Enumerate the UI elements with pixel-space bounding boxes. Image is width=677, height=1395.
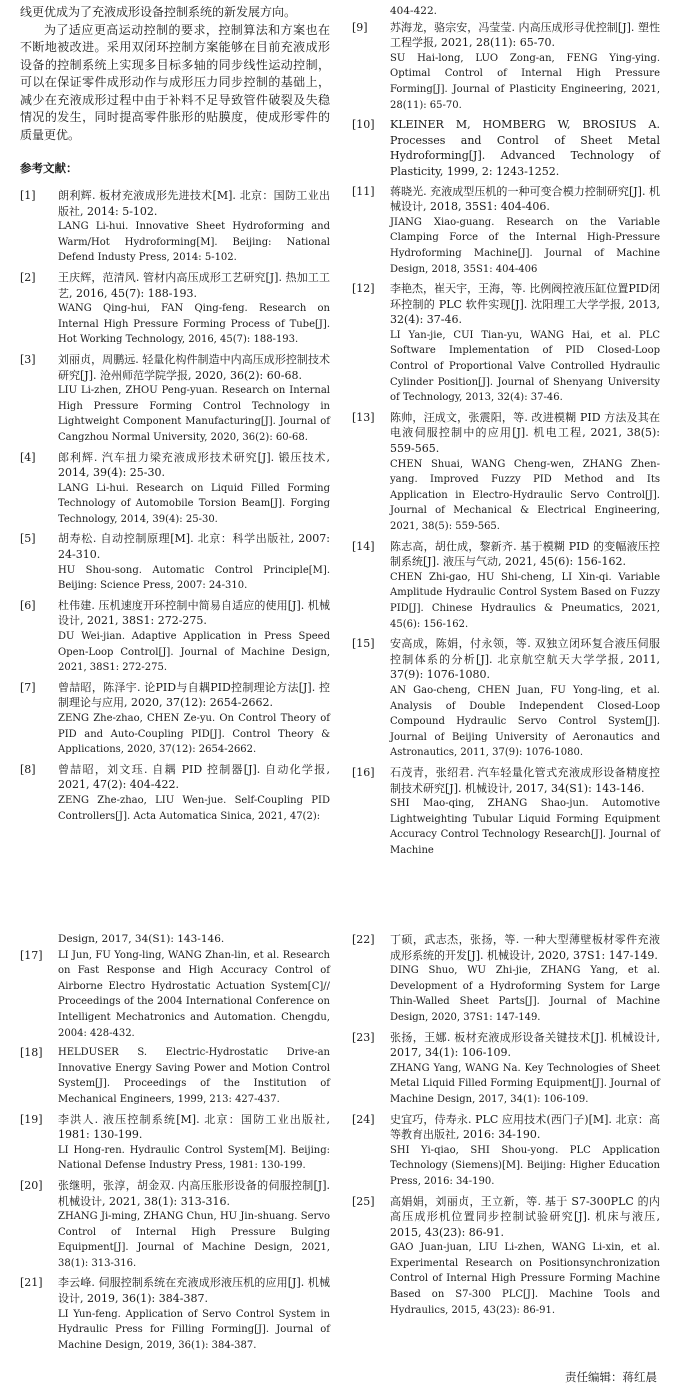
reference-text-cn: 安高成，陈娟，付永领，等. 双独立闭环复合液压伺服控制体系的分析[J]. 北京航空航天大学学报, 2011, 37(9): 1076-1080. bbox=[390, 637, 660, 682]
reference-text-cn: 杜伟建. 压机速度开环控制中简易自适应的使用[J]. 机械设计, 2021, 38S1: 272-275. bbox=[58, 598, 330, 628]
reference-item bbox=[20, 1045, 330, 1107]
column-top-left bbox=[20, 4, 330, 828]
reference-item bbox=[352, 184, 660, 278]
reference-text-en: SHI Yi-qiao, SHI Shou-yong. PLC Application Technology (Siemens)[M]. Beijing: Higher Education Press, 2016: 34-190. bbox=[390, 1144, 660, 1187]
reference-number: [15] bbox=[352, 637, 375, 651]
reference-item bbox=[20, 270, 330, 348]
reference-text-cn: 王庆辉，范清风. 管材内高压成形工艺研究[J]. 热加工工艺, 2016, 45(7): 188-193. bbox=[58, 270, 330, 300]
reference-item bbox=[20, 352, 330, 446]
reference-text-cn: 李云峰. 伺服控制系统在充液成形液压机的应用[J]. 机械设计, 2019, 36(1): 384-387. bbox=[58, 1276, 330, 1306]
reference-text-cn: 胡寿松. 自动控制原理[M]. 北京：科学出版社, 2007: 24-310. bbox=[58, 532, 330, 562]
reference-number: [14] bbox=[352, 539, 375, 553]
reference-text-en: LANG Li-hui. Research on Liquid Filled Forming Technology of Automobile Torsion Beam[J]. Forging Technology, 2014, 39(4): 25-30. bbox=[58, 482, 330, 525]
intro-line: 线更优成为了充液成形设备控制系统的新发展方向。 bbox=[20, 5, 297, 19]
reference-text-cn: 蒋晓光. 充液成型压机的一种可变合模力控制研究[J]. 机械设计, 2018, 35S1: 404-406. bbox=[390, 184, 660, 214]
reference-number: [18] bbox=[20, 1046, 43, 1060]
reference-text-cn: 李洪人. 液压控制系统[M]. 北京：国防工业出版社, 1981: 130-199. bbox=[58, 1112, 330, 1142]
reference-number: [3] bbox=[20, 352, 36, 366]
reference-text-en: LI Jun, FU Yong-ling, WANG Zhan-lin, et al. Research on Fast Response and High Accuracy Control of Airborne Electro Hydrostatic Actuation System[C]// Proceedings of the 2004 International Conference on Intelligent Mechatronics and Automation. Chengdu, 2004: 428-432. bbox=[58, 949, 330, 1039]
reference-text-en: DU Wei-jian. Adaptive Application in Press Speed Open-Loop Control[J]. Journal of Machine Design, 2021, 38S1: 272-275. bbox=[58, 631, 330, 674]
responsible-editor: 责任编辑：蒋红晨 bbox=[565, 1370, 657, 1384]
reference-number: [22] bbox=[352, 933, 375, 946]
reference-text-en: WANG Qing-hui, FAN Qing-feng. Research on Internal High Pressure Forming Process of Tube[J]. Hot Working Technology, 2016, 45(7): 188-193. bbox=[58, 303, 330, 346]
reference-text-en: LI Yun-feng. Application of Servo Control System in Hydraulic Press for Filling Forming[J]. Journal of Machine Design, 2019, 36(1): 384-387. bbox=[58, 1308, 330, 1351]
reference-number: [12] bbox=[352, 282, 375, 296]
reference-item bbox=[20, 680, 330, 758]
reference-text-cn: 苏海龙，骆宗安，冯莹莹. 内高压成形寻优控制[J]. 塑性工程学报, 2021, 28(11): 65-70. bbox=[390, 20, 660, 50]
reference-text-en: LI Yan-jie, CUI Tian-yu, WANG Hai, et al. PLC Software Implementation of PID Closed-Loop Control of Proportional Valve Controlled Hydraulic Cylinder Position[J]. Journal of Shenyang University of Technology, 2013, 32(4): 37-46. bbox=[390, 329, 660, 404]
reference-item bbox=[352, 539, 660, 633]
reference-text-cn: 史宜巧，侍寿永. PLC 应用技术(西门子)[M]. 北京：高等教育出版社, 2016: 34-190. bbox=[390, 1112, 660, 1142]
reference-text-en: ZENG Zhe-zhao, CHEN Ze-yu. On Control Theory of PID and Auto-Coupling PID[J]. Control Theory & Applications, 2020, 37(12): 2654-2662. bbox=[58, 713, 330, 756]
reference-number: [2] bbox=[20, 270, 36, 284]
reference-text-en: DING Shuo, WU Zhi-jie, ZHANG Yang, et al. Development of a Hydroforming System for Large Thin-Walled Sheet Parts[J]. Journal of Machine Design, 2020, 37S1: 147-149. bbox=[390, 965, 660, 1023]
reference-item bbox=[352, 765, 660, 859]
reference-text-en: LI Hong-ren. Hydraulic Control System[M]. Beijing: National Defense Industry Press, 1981: 130-199. bbox=[58, 1144, 330, 1172]
reference-item bbox=[20, 762, 330, 824]
reference-text-cn: 高娟娟，刘丽贞，王立新，等. 基于 S7-300PLC 的内高压成形机位置同步控制试验研究[J]. 机床与液压, 2015, 43(23): 86-91. bbox=[390, 1194, 660, 1239]
reference-item bbox=[20, 1112, 330, 1174]
reference-number: [8] bbox=[20, 762, 36, 776]
reference-item bbox=[20, 450, 330, 528]
reference-list bbox=[352, 932, 660, 1318]
reference-number: [6] bbox=[20, 598, 36, 612]
reference-text-en: GAO Juan-juan, LIU Li-zhen, WANG Li-xin, et al. Experimental Research on Positionsynchronization Control of Internal High Pressure Forming Machine Based on S7-300 PLC[J]. Machine Tools and Hydraulics, 2015, 43(23): 86-91. bbox=[390, 1242, 660, 1316]
reference-item bbox=[20, 1275, 330, 1353]
reference-number: [19] bbox=[20, 1112, 43, 1126]
reference-continuation: 404-422. bbox=[390, 5, 437, 17]
reference-number: [17] bbox=[20, 948, 43, 962]
reference-number: [10] bbox=[352, 118, 375, 132]
reference-text-cn: 李艳杰，崔天宇，王海，等. 比例阀控液压缸位置PID闭环控制的 PLC 软件实现[J]. 沈阳理工大学学报, 2013, 32(4): 37-46. bbox=[390, 282, 660, 327]
reference-item bbox=[20, 531, 330, 593]
reference-text-en: SHI Mao-qing, ZHANG Shao-jun. Automotive Lightweighting Tubular Liquid Forming Equipment Accuracy Control Technology Research[J]. Journal of Machine bbox=[390, 798, 660, 856]
reference-number: [1] bbox=[20, 189, 36, 202]
references-heading: 参考文献： bbox=[20, 161, 78, 175]
reference-number: [13] bbox=[352, 410, 375, 424]
reference-number: [4] bbox=[20, 450, 36, 464]
reference-number: [5] bbox=[20, 532, 36, 546]
reference-item bbox=[352, 1112, 660, 1190]
reference-text-en: JIANG Xiao-guang. Research on the Variable Clamping Force of the Internal High-Pressure Hydroforming Machine[J]. Journal of Machine Design, 2018, 35S1: 404-406 bbox=[390, 216, 660, 275]
reference-item bbox=[352, 410, 660, 535]
reference-continuation: Design, 2017, 34(S1): 143-146. bbox=[58, 933, 225, 945]
reference-text-cn: 丁硕，武志杰，张扬，等. 一种大型薄壁板材零件充液成形系统的开发[J]. 机械设计, 2020, 37S1: 147-149. bbox=[390, 933, 660, 962]
reference-text-en: CHEN Zhi-gao, HU Shi-cheng, LI Xin-qi. Variable Amplitude Hydraulic Control System Based on Fuzzy PID[J]. Chinese Hydraulics & Pneumatics, 2021, 45(6): 156-162. bbox=[390, 571, 660, 630]
reference-number: [11] bbox=[352, 184, 375, 198]
reference-text-cn: 曾喆昭，陈泽宇. 论PID与自耦PID控制理论方法[J]. 控制理论与应用, 2020, 37(12): 2654-2662. bbox=[58, 680, 330, 710]
reference-text-cn: 朗利辉. 板材充液成形先进技术[M]. 北京：国防工业出版社, 2014: 5-102. bbox=[58, 189, 330, 218]
reference-text-cn: 石茂青，张绍君. 汽车轻量化管式充液成形设备精度控制技术研究[J]. 机械设计, 2017, 34(S1): 143-146. bbox=[390, 765, 660, 795]
reference-item bbox=[20, 598, 330, 676]
reference-item bbox=[352, 117, 660, 179]
reference-number: [20] bbox=[20, 1178, 43, 1192]
reference-item bbox=[20, 948, 330, 1042]
reference-text-en: ZENG Zhe-zhao, LIU Wen-jue. Self-Coupling PID Controllers[J]. Acta Automatica Sinica, 2021, 47(2): bbox=[58, 794, 330, 822]
reference-text-en: LIU Li-zhen, ZHOU Peng-yuan. Research on Internal High Pressure Forming Control Technology in Lightweight Component Manufacturing[J]. Journal of Cangzhou Normal University, 2020, 36(2): 60-68. bbox=[58, 385, 330, 443]
reference-list bbox=[352, 20, 660, 859]
reference-number: [9] bbox=[352, 20, 368, 34]
reference-text-cn: 张继明，张淳，胡金双. 内高压胀形设备的伺服控制[J]. 机械设计, 2021, 38(1): 313-316. bbox=[58, 1178, 330, 1208]
reference-text-cn: KLEINER M, HOMBERG W, BROSIUS A. Processes and Control of Sheet Metal Hydroforming[J]. Advanced Technology of Plasticity, 1999, 2: 1243-1252. bbox=[390, 118, 660, 178]
reference-text-cn: 刘丽贞，周鹏远. 轻量化构件制造中内高压成形控制技术研究[J]. 沧州师范学院学报, 2020, 36(2): 60-68. bbox=[58, 352, 330, 382]
column-bottom-left bbox=[20, 932, 330, 1357]
reference-number: [25] bbox=[352, 1194, 375, 1208]
reference-number: [23] bbox=[352, 1030, 375, 1044]
reference-text-cn: 陈帅，汪成文，张震阳，等. 改进模糊 PID 方法及其在电液伺服控制中的应用[J]. 机电工程, 2021, 38(5): 559-565. bbox=[390, 410, 660, 456]
reference-item bbox=[20, 188, 330, 266]
column-bottom-right bbox=[352, 932, 660, 1322]
reference-text-en: SU Hai-long, LUO Zong-an, FENG Ying-ying. Optimal Control of Internal High Pressure Forming[J]. Journal of Plasticity Engineering, 2021, 28(11): 65-70. bbox=[390, 52, 660, 111]
reference-item bbox=[352, 1194, 660, 1319]
reference-text-en: ZHANG Ji-ming, ZHANG Chun, HU Jin-shuang. Servo Control of Internal High Pressure Bulging Equipment[J]. Journal of Machine Design, 2021, 38(1): 313-316. bbox=[58, 1211, 330, 1269]
reference-number: [16] bbox=[352, 765, 375, 779]
reference-text-cn: 张扬，王娜. 板材充液成形设备关键技术[J]. 机械设计, 2017, 34(1): 106-109. bbox=[390, 1030, 660, 1060]
reference-text-en: HELDUSER S. Electric-Hydrostatic Drive-an Innovative Energy Saving Power and Motion Control System[J]. Proceedings of the Institution of Mechanical Engineers, 1999, 213: 427-437. bbox=[58, 1047, 330, 1105]
reference-text-en: LANG Li-hui. Innovative Sheet Hydroforming and Warm/Hot Hydroforming[M]. Beijing: National Defend Industy Press, 2014: 5-102. bbox=[58, 221, 330, 264]
reference-item bbox=[352, 281, 660, 406]
reference-number: [24] bbox=[352, 1112, 375, 1126]
reference-text-en: ZHANG Yang, WANG Na. Key Technologies of Sheet Metal Liquid Filled Forming Equipment[J]. Journal of Machine Design, 2017, 34(1): 106-109. bbox=[390, 1062, 660, 1105]
column-top-right bbox=[352, 4, 660, 862]
reference-item bbox=[352, 932, 660, 1026]
reference-text-cn: 陈志高，胡仕成，黎新齐. 基于模糊 PID 的变幅液压控制系统[J]. 液压与气动, 2021, 45(6): 156-162. bbox=[390, 539, 660, 569]
reference-text-cn: 曾喆昭，刘文珏. 自耦 PID 控制器[J]. 自动化学报, 2021, 47(2): 404-422. bbox=[58, 762, 330, 792]
reference-item bbox=[352, 1030, 660, 1108]
reference-item bbox=[20, 1178, 330, 1272]
reference-list bbox=[20, 948, 330, 1354]
reference-item bbox=[352, 636, 660, 761]
reference-list bbox=[20, 188, 330, 824]
reference-item bbox=[352, 20, 660, 114]
reference-text-cn: 郎利辉. 汽车扭力梁充液成形技术研究[J]. 锻压技术, 2014, 39(4): 25-30. bbox=[58, 450, 330, 480]
reference-text-en: HU Shou-song. Automatic Control Principle[M]. Beijing: Science Press, 2007: 24-310. bbox=[58, 564, 330, 592]
reference-number: [7] bbox=[20, 680, 36, 694]
intro-paragraph: 为了适应更高运动控制的要求，控制算法和方案也在不断地被改进。采用双闭环控制方案能够在目前充液成形设备的控制系统上实现多目标多轴的同步线性运动控制，可以在保证零件成形动作与成形压力同步控制的基础上，减少在充液成形过程中由于补料不足导致管件破裂及失稳情况的发生，同时提高零件胀形的贴膜度，使成形零件的质量更优。 bbox=[20, 22, 330, 142]
reference-text-en: CHEN Shuai, WANG Cheng-wen, ZHANG Zhen-yang. Improved Fuzzy PID Method and Its Application in Electro-Hydraulic Servo Control[J]. Journal of Mechanical & Electrical Engineering, 2021, 38(5): 559-565. bbox=[390, 458, 660, 532]
reference-number: [21] bbox=[20, 1276, 43, 1290]
reference-text-en: AN Gao-cheng, CHEN Juan, FU Yong-ling, et al. Analysis of Double Independent Closed-Loop Compound Hydraulic Servo Control System[J]. Journal of Beijing University of Aeronautics and Astronautics, 2011, 37(9): 1076-1080. bbox=[390, 684, 660, 759]
